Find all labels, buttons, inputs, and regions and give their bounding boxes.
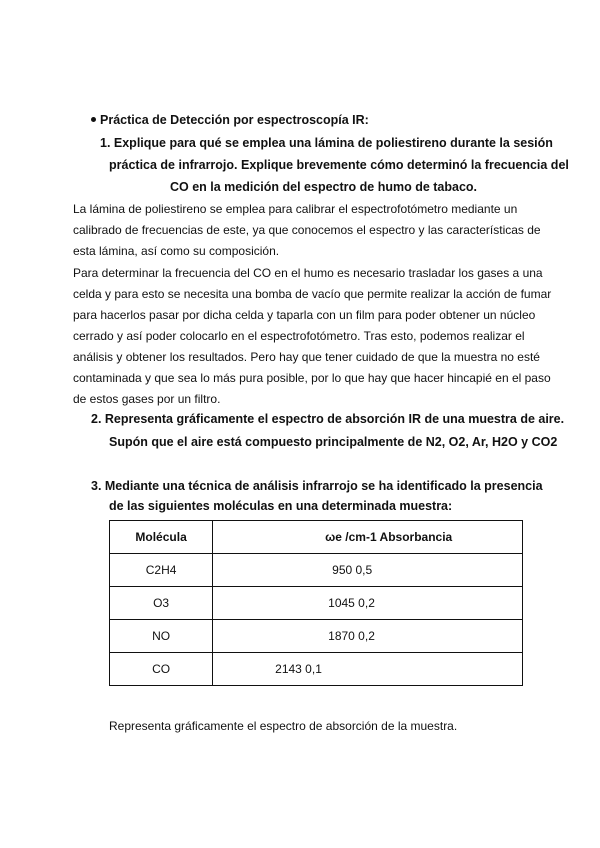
answer-line: análisis y obtener los resultados. Pero hay que tener cuidado de que la muestra no esté [73,350,540,364]
question-2-line-1: 2. Representa gráficamente el espectro de absorción IR de una muestra de aire. [91,412,565,426]
answer-line: La lámina de poliestireno se emplea para calibrar el espectrofotómetro mediante un [73,202,518,216]
table-row [110,620,523,653]
table-header-frequency-absorbance: ωe /cm-1 Absorbancia [213,521,523,554]
answer-line: para hacerlos pasar por dicha celda y taparla con un film para poder obtener un núcleo [73,308,536,322]
table-cell-value: 950 0,5 [213,554,523,587]
answer-line: calibrado de frecuencias de este, ya que conocemos el espectro y las características de [73,223,541,237]
table-header-molecule: Molécula [110,521,213,554]
question-3-line-1: 3. Mediante una técnica de análisis infrarrojo se ha identificado la presencia [91,479,543,493]
answer-line: de estos gases por un filtro. [73,392,221,406]
answer-line: cerrado y así poder colocarlo en el espectrofotómetro. Tras esto, podemos realizar el [73,329,525,343]
table-cell-value: 2143 0,1 [213,653,523,686]
table-row [110,587,523,620]
table-row [110,653,523,686]
table-cell-molecule: CO [110,653,213,686]
table-cell-value: 1045 0,2 [213,587,523,620]
bullet-icon [91,117,96,122]
question-3-line-2: de las siguientes moléculas en una determinada muestra: [109,499,453,513]
question-1-line-2: práctica de infrarrojo. Explique brevemente cómo determinó la frecuencia del [109,158,569,172]
table-cell-molecule: C2H4 [110,554,213,587]
answer-line: celda y para esto se necesita una bomba de vacío que permite realizar la acción de fumar [73,287,552,301]
question-2-line-2: Supón que el aire está compuesto principalmente de N2, O2, Ar, H2O y CO2 [109,435,558,449]
answer-line: contaminada y que sea lo más pura posible, por lo que hay que hacer hincapié en el paso [73,371,551,385]
table-cell-molecule: O3 [110,587,213,620]
closing-instruction: Representa gráficamente el espectro de absorción de la muestra. [109,719,458,733]
question-1-line-1: 1. Explique para qué se emplea una lámina de poliestireno durante la sesión [100,136,553,150]
molecule-table [109,520,523,686]
section-title: Práctica de Detección por espectroscopía IR: [91,113,369,127]
question-1-line-3: CO en la medición del espectro de humo de tabaco. [170,180,478,194]
table-header-row [110,521,523,554]
answer-line: Para determinar la frecuencia del CO en el humo es necesario trasladar los gases a una [73,266,543,280]
table-cell-value: 1870 0,2 [213,620,523,653]
answer-line: esta lámina, así como su composición. [73,244,280,258]
table-row [110,554,523,587]
table-cell-molecule: NO [110,620,213,653]
